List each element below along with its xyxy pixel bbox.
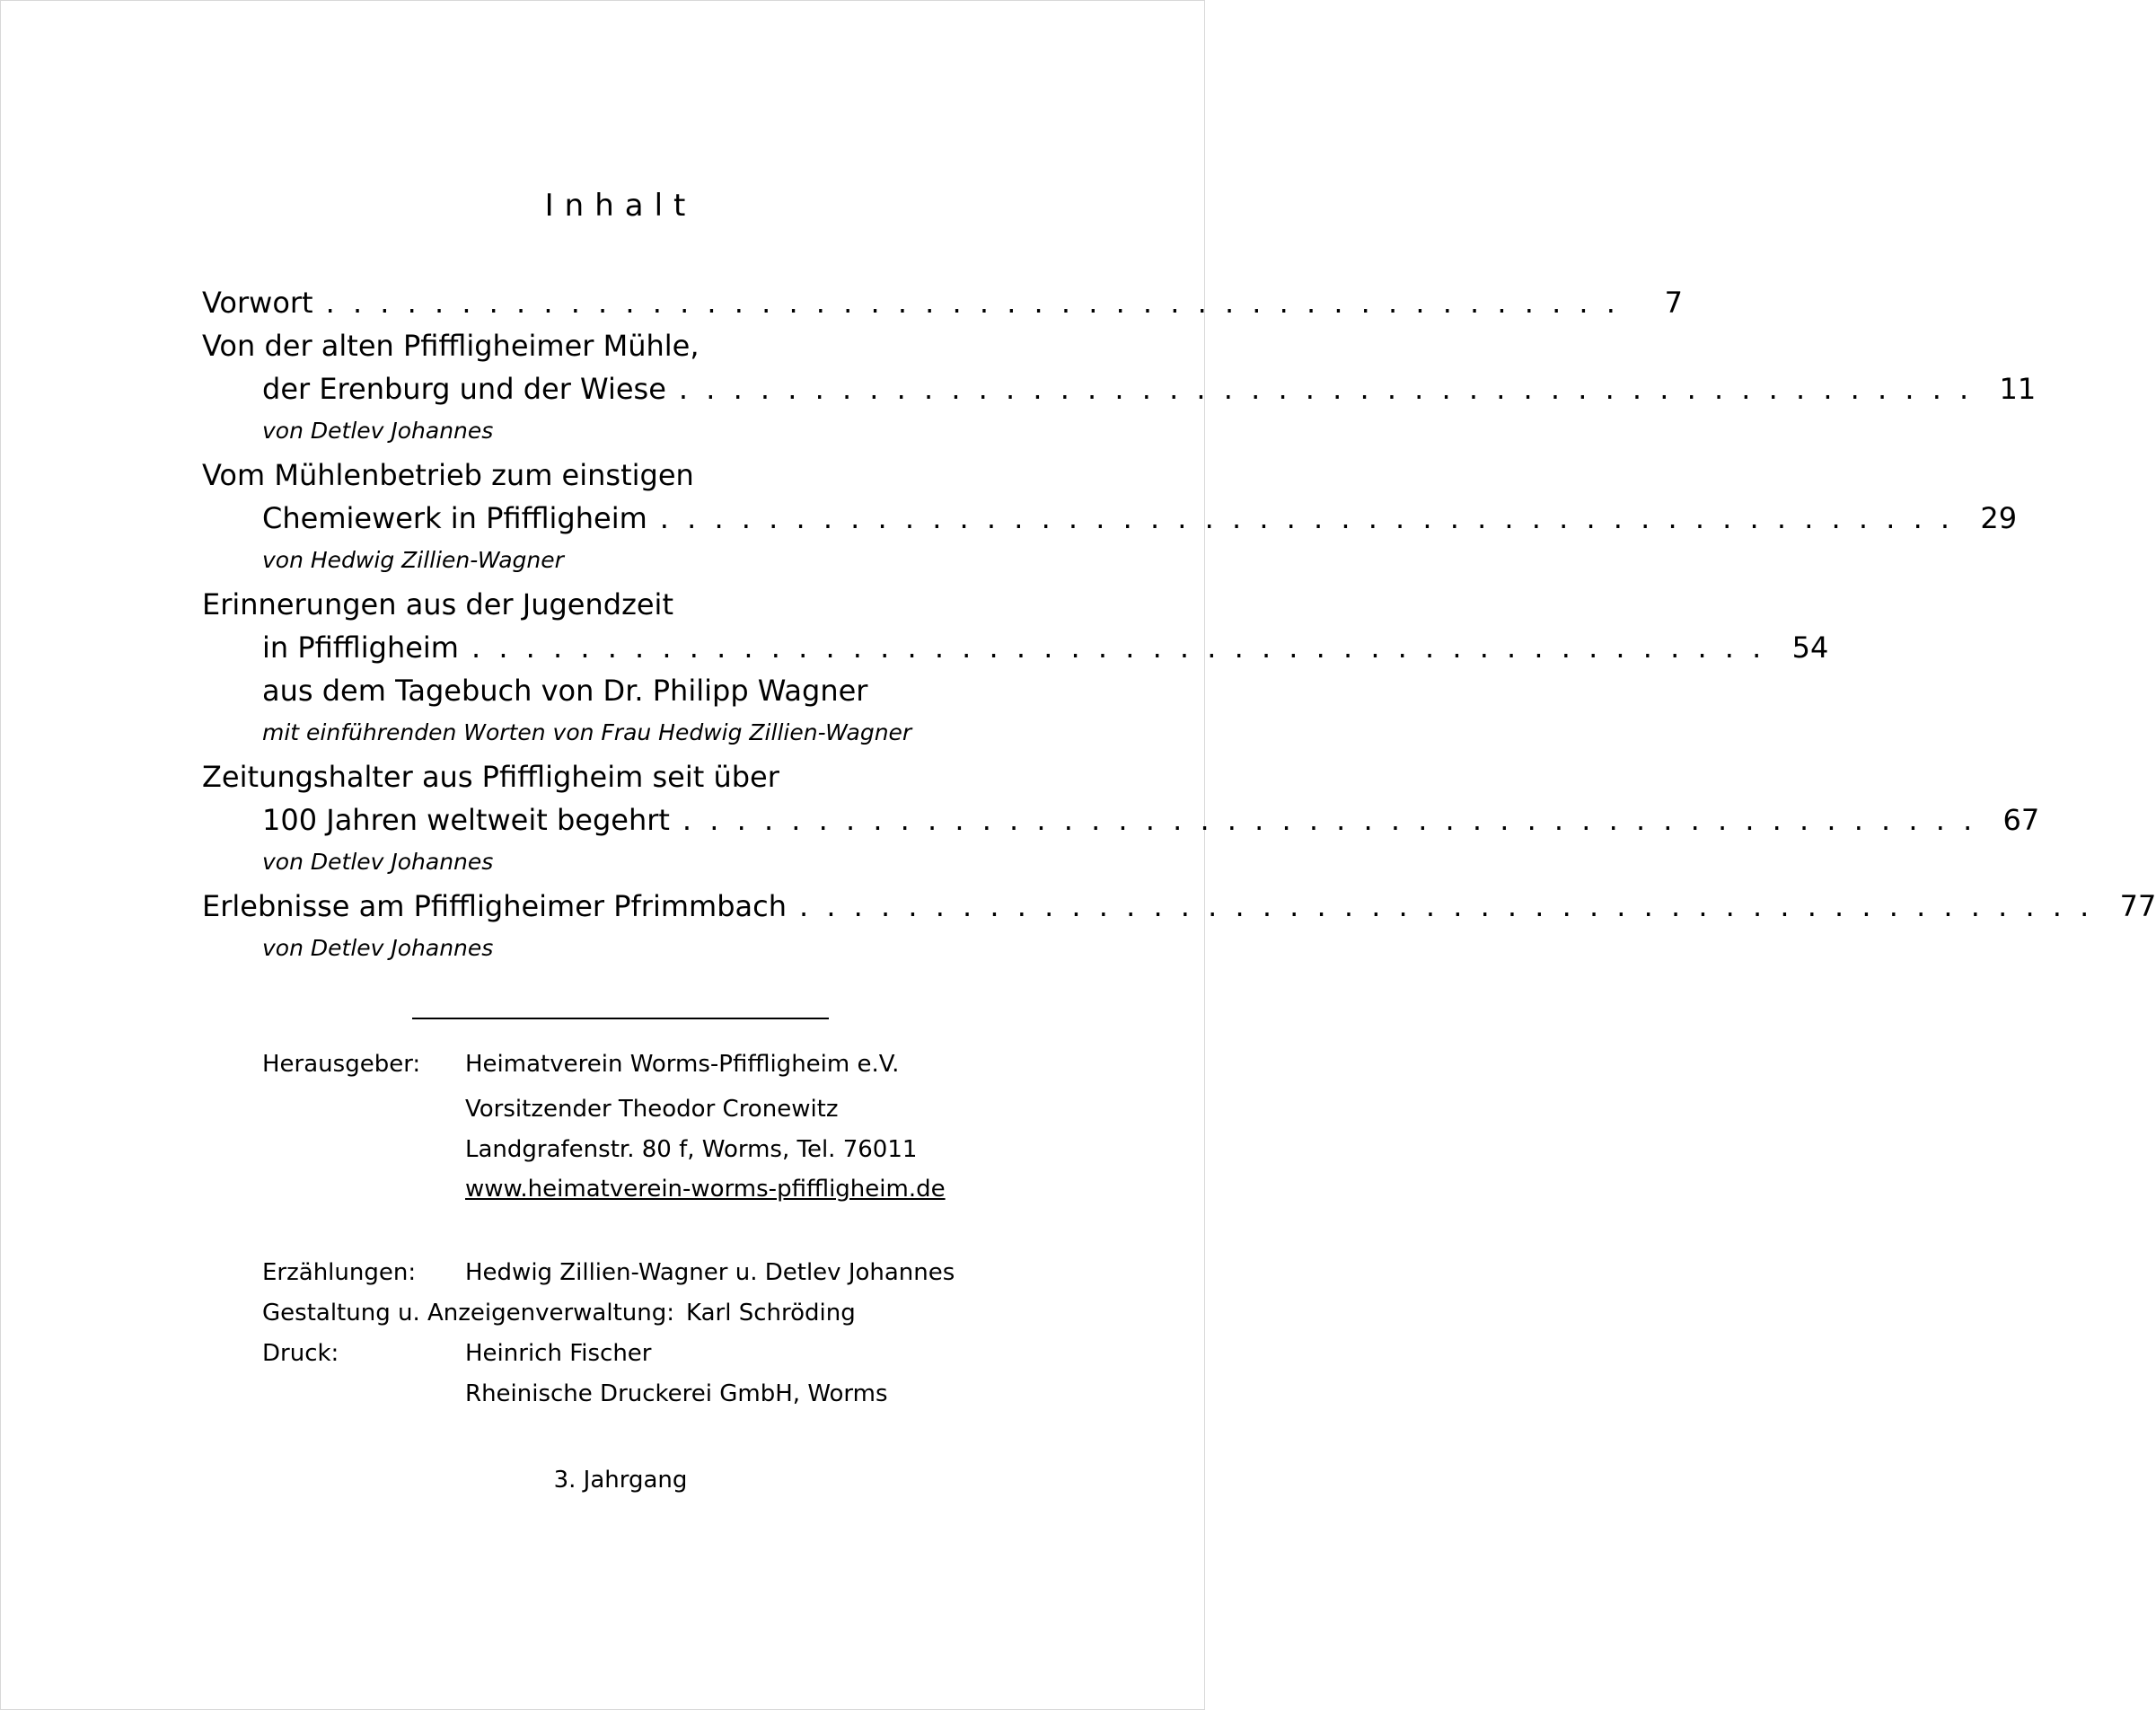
- imprint-design-label: Gestaltung u. Anzeigenverwaltung:: [262, 1300, 674, 1327]
- toc-entry-title-cont: Chemiewerk in Pfiffligheim: [262, 501, 647, 535]
- imprint-print-label: Druck:: [262, 1340, 339, 1367]
- toc-entry-title-cont: der Erenburg und der Wiese: [262, 372, 666, 406]
- toc-entry-muehle[interactable]: [202, 367, 2037, 410]
- imprint-publisher-name: Heimatverein Worms-Pfiffligheim e.V.: [465, 1051, 900, 1078]
- toc-leader-dots: . . . . . . . . . . . . . . . . . . . . . . . . . . . . . . . . . . . . . . . . . . . . . . . .: [659, 501, 1955, 535]
- toc-entry-title: Vorwort: [202, 286, 313, 320]
- toc-leader-dots: . . . . . . . . . . . . . . . . . . . . . . . . . . . . . . . . . . . . . . . . . . . . . . . .: [471, 630, 1766, 665]
- page-title: Inhalt: [544, 188, 697, 224]
- toc-page-number: 29: [1980, 501, 2018, 535]
- edition-label: 3. Jahrgang: [553, 1467, 688, 1494]
- toc-entry-zeitungshalter[interactable]: [202, 798, 2040, 842]
- imprint-design-value: Karl Schröding: [686, 1300, 856, 1327]
- table-of-contents: [202, 281, 2156, 971]
- toc-entry-author: von Hedwig Zillien-Wagner: [262, 547, 564, 573]
- toc-leader-dots: . . . . . . . . . . . . . . . . . . . . . . . . . . . . . . . . . . . . . . . . . . . . . . . .: [678, 372, 1974, 406]
- toc-page-number: 54: [1791, 630, 1829, 665]
- toc-entry-title: Zeitungshalter aus Pfiffligheim seit über: [202, 760, 779, 794]
- toc-entry-jugendzeit[interactable]: [202, 626, 1829, 669]
- toc-entry-title: Erlebnisse am Pfiffligheimer Pfrimmbach: [202, 889, 787, 923]
- toc-entry-title: Vom Mühlenbetrieb zum einstigen: [202, 458, 694, 492]
- imprint-print-company: Rheinische Druckerei GmbH, Worms: [465, 1380, 888, 1407]
- toc-entry-title-cont: 100 Jahren weltweit begehrt: [262, 803, 670, 837]
- imprint-stories-label: Erzählungen:: [262, 1259, 417, 1286]
- imprint-chairman: Vorsitzender Theodor Cronewitz: [465, 1096, 839, 1123]
- toc-page-number: 11: [1999, 372, 2037, 406]
- toc-entry-author: von Detlev Johannes: [262, 418, 494, 444]
- toc-entry-pfrimmbach[interactable]: [202, 885, 2156, 928]
- toc-leader-dots: . . . . . . . . . . . . . . . . . . . . . . . . . . . . . . . . . . . . . . . . . . . . . . . .: [798, 889, 2094, 923]
- toc-entry-vorwort[interactable]: [202, 281, 1683, 324]
- toc-leader-dots: . . . . . . . . . . . . . . . . . . . . . . . . . . . . . . . . . . . . . . . . . . . . . . . .: [682, 803, 1977, 837]
- toc-entry-subtitle: aus dem Tagebuch von Dr. Philipp Wagner: [262, 674, 868, 708]
- toc-entry-author: mit einführenden Worten von Frau Hedwig Zillien-Wagner: [262, 719, 912, 745]
- toc-leader-dots: . . . . . . . . . . . . . . . . . . . . . . . . . . . . . . . . . . . . . . . . . . . . . . . .: [325, 286, 1620, 320]
- imprint-publisher-label: Herausgeber:: [262, 1051, 421, 1078]
- toc-entry-author: von Detlev Johannes: [262, 849, 494, 875]
- imprint-website-link[interactable]: www.heimatverein-worms-pfiffligheim.de: [465, 1176, 946, 1203]
- imprint-address: Landgrafenstr. 80 f, Worms, Tel. 76011: [465, 1136, 918, 1163]
- toc-entry-title-cont: in Pfiffligheim: [262, 630, 459, 665]
- toc-entry-title: Von der alten Pfiffligheimer Mühle,: [202, 329, 700, 363]
- toc-page-number: 77: [2119, 889, 2156, 923]
- imprint-print-value: Heinrich Fischer: [465, 1340, 652, 1367]
- toc-entry-author: von Detlev Johannes: [262, 935, 494, 961]
- toc-entry-title: Erinnerungen aus der Jugendzeit: [202, 587, 673, 621]
- section-divider: [412, 1018, 829, 1019]
- toc-entry-chemiewerk[interactable]: [202, 497, 2018, 540]
- toc-page-number: 67: [2002, 803, 2040, 837]
- imprint-stories-value: Hedwig Zillien-Wagner u. Detlev Johannes: [465, 1259, 955, 1286]
- toc-page-number: 7: [1664, 286, 1683, 320]
